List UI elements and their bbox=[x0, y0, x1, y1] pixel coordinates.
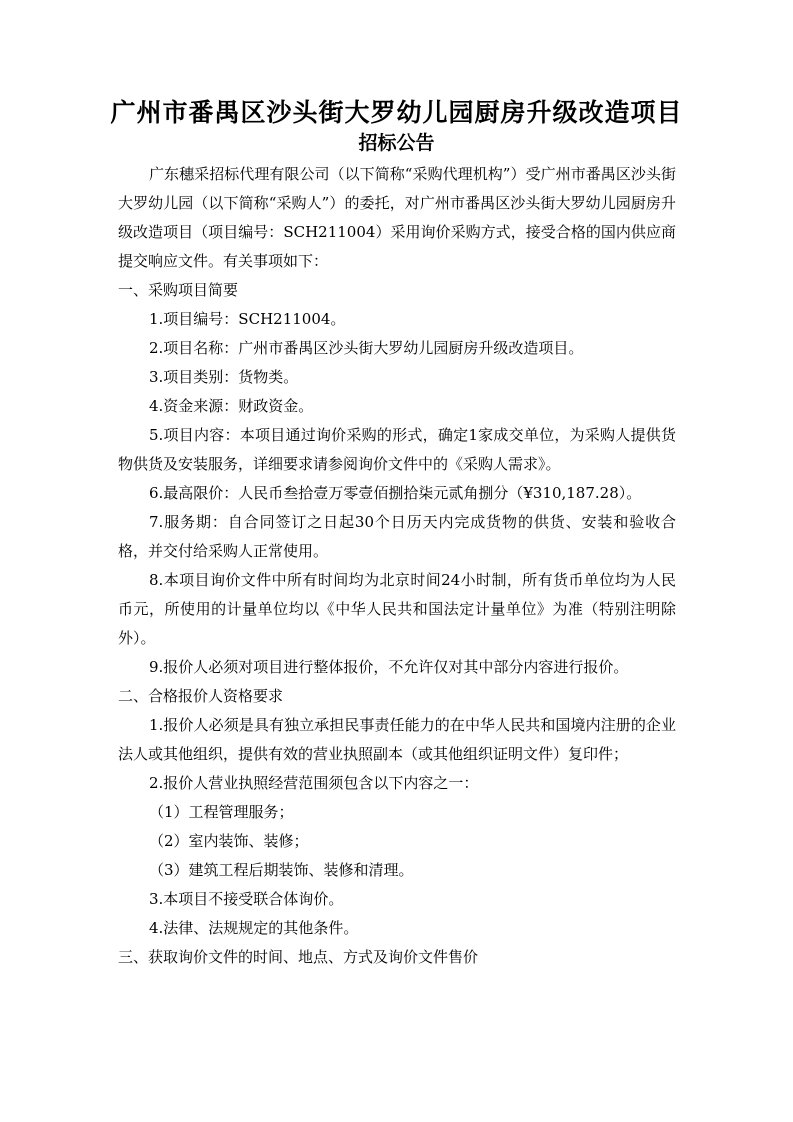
section-heading-3: 三、获取询价文件的时间、地点、方式及询价文件售价 bbox=[118, 948, 479, 966]
section1-item-3: 3.项目类别：货物类。 bbox=[149, 368, 299, 386]
section1-item-1: 1.项目编号：SCH211004。 bbox=[149, 310, 346, 328]
section1-item-6: 6.最高限价：人民币叁拾壹万零壹佰捌拾柒元贰角捌分（¥310,187.28）。 bbox=[149, 484, 642, 502]
section1-item-9: 9.报价人必须对项目进行整体报价，不允许仅对其中部分内容进行报价。 bbox=[149, 658, 629, 676]
section1-item-4: 4.资金来源：财政资金。 bbox=[149, 397, 314, 415]
document-title: 广州市番禺区沙头街大罗幼儿园厨房升级改造项目 bbox=[110, 98, 683, 127]
section2-item-3: 3.本项目不接受联合体询价。 bbox=[149, 890, 344, 908]
document-subtitle: 招标公告 bbox=[358, 132, 435, 154]
section-heading-2: 二、合格报价人资格要求 bbox=[118, 687, 284, 705]
section2-subitem-2: （2）室内装饰、装修； bbox=[149, 832, 309, 850]
section1-item-2: 2.项目名称：广州市番禺区沙头街大罗幼儿园厨房升级改造项目。 bbox=[149, 339, 584, 357]
intro-paragraph: 广东穗采招标代理有限公司（以下简称“采购代理机构”）受广州市番禺区沙头街大罗幼儿园（以下简称“采购人”）的委托，对广州市番禺区沙头街大罗幼儿园厨房升级改造项目（项目编号：SCH211004）采用询价采购方式，接受合格的国内供应商提交响应文件。有关事项如下： bbox=[118, 165, 676, 270]
section2-item-2: 2.报价人营业执照经营范围须包含以下内容之一： bbox=[149, 774, 479, 792]
section1-item-5: 5.项目内容：本项目通过询价采购的形式，确定1家成交单位，为采购人提供货物供货及安装服务，详细要求请参阅询价文件中的《采购人需求》。 bbox=[118, 426, 676, 473]
section1-item-7: 7.服务期：自合同签订之日起30个日历天内完成货物的供货、安装和验收合格，并交付给采购人正常使用。 bbox=[118, 513, 676, 560]
section2-subitem-1: （1）工程管理服务； bbox=[149, 803, 294, 821]
section2-item-4: 4.法律、法规规定的其他条件。 bbox=[149, 919, 359, 937]
section2-item-1: 1.报价人必须是具有独立承担民事责任能力的在中华人民共和国境内注册的企业法人或其他组织，提供有效的营业执照副本（或其他组织证明文件）复印件； bbox=[118, 716, 676, 763]
section2-subitem-3: （3）建筑工程后期装饰、装修和清理。 bbox=[149, 861, 414, 879]
document-body bbox=[118, 160, 676, 972]
section1-item-8: 8.本项目询价文件中所有时间均为北京时间24小时制，所有货币单位均为人民币元，所使用的计量单位均以《中华人民共和国法定计量单位》为准（特别注明除外）。 bbox=[118, 571, 676, 647]
section-heading-1: 一、采购项目简要 bbox=[118, 281, 239, 299]
